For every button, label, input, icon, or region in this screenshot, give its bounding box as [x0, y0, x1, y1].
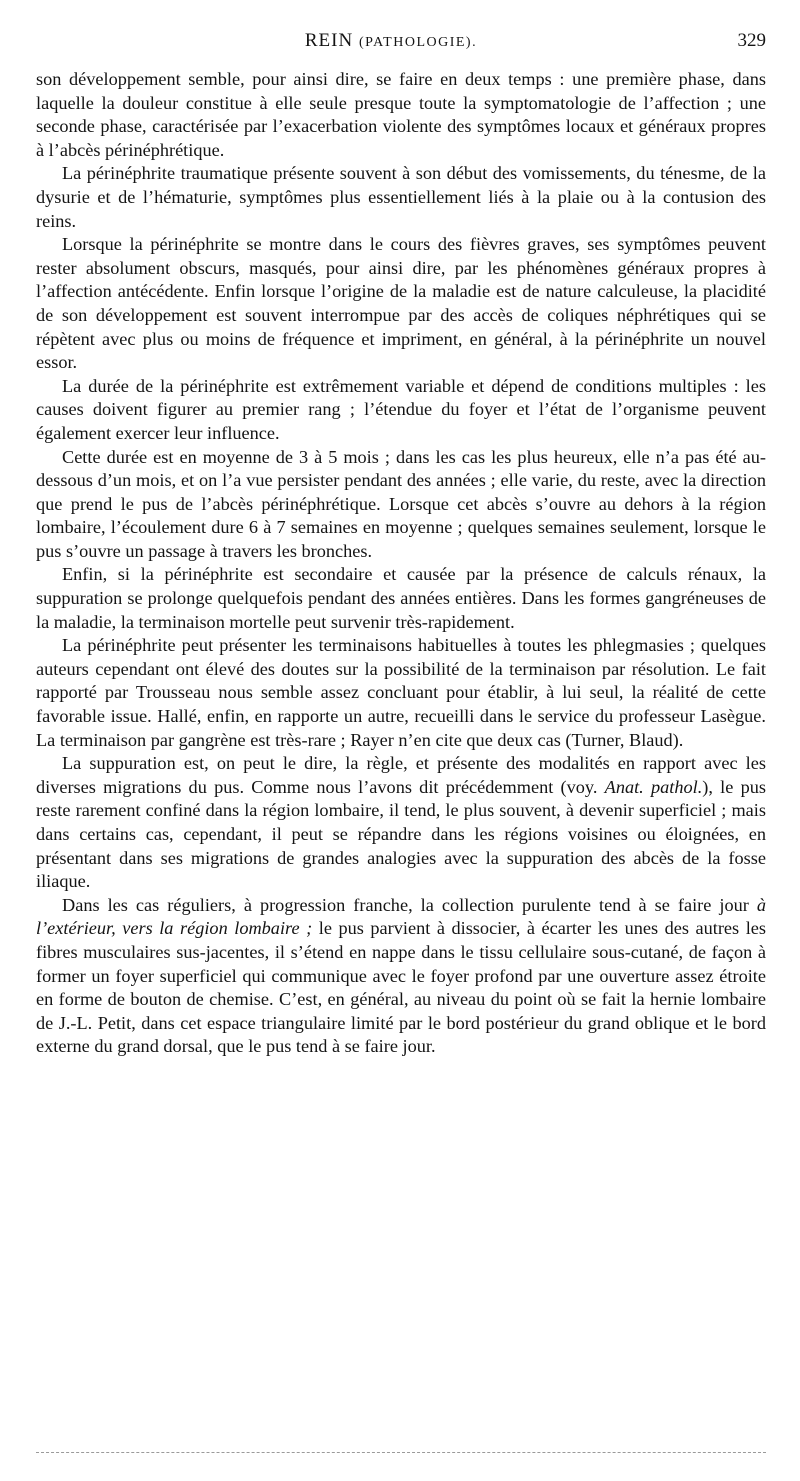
paragraph-text: Cette durée est en moyenne de 3 à 5 mois ; dans les cas les plus heureux, elle n’a pas été au-dessous d’un mois, et on l’a vue persister pendant des années ; elle varie, du reste, avec la direction que prend le pus de l’abcès périnéphrétique. Lorsque cet abcès s’ouvre au dehors à la région lombaire, l’écoulement dure 6 à 7 semaines en moyenne ; quelques semaines seulement, lorsque le pus s’ouvre un passage à travers les bronches.: [36, 446, 766, 561]
paragraph: [36, 752, 766, 894]
paragraph: [36, 446, 766, 564]
paragraph-text: Lorsque la périnéphrite se montre dans le cours des fièvres graves, ses symptômes peuvent rester absolument obscurs, masqués, pour ainsi dire, par les phénomènes généraux propres à l’affection antécédente. Enfin lorsque l’origine de la maladie est de nature calculeuse, la placidité de son développement est souvent interrompue par des accès de coliques néphrétiques qui se répètent avec plus ou moins de fréquence et impriment, en général, à la périnéphrite un nouvel essor.: [36, 234, 766, 373]
running-title-sub: (PATHOLOGIE).: [358, 35, 478, 50]
paragraph: [36, 634, 766, 752]
paragraph-text: La durée de la périnéphrite est extrêmement variable et dépend de conditions multiples : les causes doivent figurer au premier rang ; l’étendue du foyer et l’état de l’organisme peuvent également exercer leur influence.: [36, 375, 766, 443]
paragraph-text: La périnéphrite peut présenter les terminaisons habituelles à toutes les phlegmasies ; quelques auteurs cependant ont élevé des doutes sur la possibilité de la terminaison par résolution. Le fait rapporté par Trousseau nous semble assez concluant pour établir, à lui seul, la réalité de cette favorable issue. Hallé, enfin, en rapporte un autre, recueilli dans le service du professeur Lasègue. La terminaison par gangrène est très-rare ; Rayer n’en cite que deux cas (Turner, Blaud).: [36, 635, 766, 750]
italic-text: à l’extérieur, vers la région lombaire ;: [36, 894, 766, 939]
paragraph-text: le pus parvient à dissocier, à écarter les unes des autres les fibres musculaires sus-jacentes, il s’étend en nappe dans le tissu cellulaire sous-cutané, de façon à former un foyer superficiel qui communique avec le foyer profond par une ouverture assez étroite en forme de bouton de chemise. C’est, en général, au niveau du point où se fait la hernie lombaire de J.-L. Petit, dans cet espace triangulaire limité par le bord postérieur du grand oblique et le bord externe du grand dorsal, que le pus tend à se faire jour.: [36, 918, 767, 1057]
running-title-main: REIN: [304, 30, 354, 51]
running-title: [36, 30, 766, 52]
running-head: [36, 0, 766, 56]
paragraph: [36, 68, 766, 162]
body-text: [36, 68, 766, 1059]
footer-rule: [36, 1452, 766, 1453]
paragraph: [36, 233, 766, 375]
paragraph-text: La suppuration est, on peut le dire, la règle, et présente des modalités en rapport avec les diverses migrations du pus. Comme nous l’avons dit précédemment (voy.: [36, 753, 766, 797]
page-number: 329: [737, 30, 766, 51]
paragraph-text: ), le pus reste rarement confiné dans la région lombaire, il tend, le plus souvent, à devenir superficiel ; mais dans certains cas, cependant, il peut se répandre dans les régions voisines ou éloignées, en présentant dans ses migrations de grandes analogies avec la suppuration des abcès de la fosse iliaque.: [36, 776, 766, 892]
paragraph: [36, 894, 766, 1059]
paragraph-text: Enfin, si la périnéphrite est secondaire et causée par la présence de calculs rénaux, la suppuration se prolonge quelquefois pendant des années entières. Dans les formes gangréneuses de la maladie, la terminaison mortelle peut survenir très-rapidement.: [36, 564, 766, 632]
italic-text: Anat. pathol.: [604, 776, 703, 797]
paragraph-text: La périnéphrite traumatique présente souvent à son début des vomissements, du ténesme, de la dysurie et de l’hématurie, symptômes plus essentiellement liés à la plaie ou à la contusion des reins.: [36, 163, 766, 231]
paragraph-text: Dans les cas réguliers, à progression franche, la collection purulente tend à se faire jour: [62, 894, 757, 915]
paragraph: [36, 563, 766, 634]
paragraph-text: son développement semble, pour ainsi dire, se faire en deux temps : une première phase, dans laquelle la douleur constitue à elle seule presque toute la symptomatologie de l’affection ; une seconde phase, caractérisée par l’exacerbation violente des symptômes locaux et généraux propres à l’abcès périnéphrétique.: [36, 69, 766, 160]
paragraph: [36, 375, 766, 446]
paragraph: [36, 162, 766, 233]
